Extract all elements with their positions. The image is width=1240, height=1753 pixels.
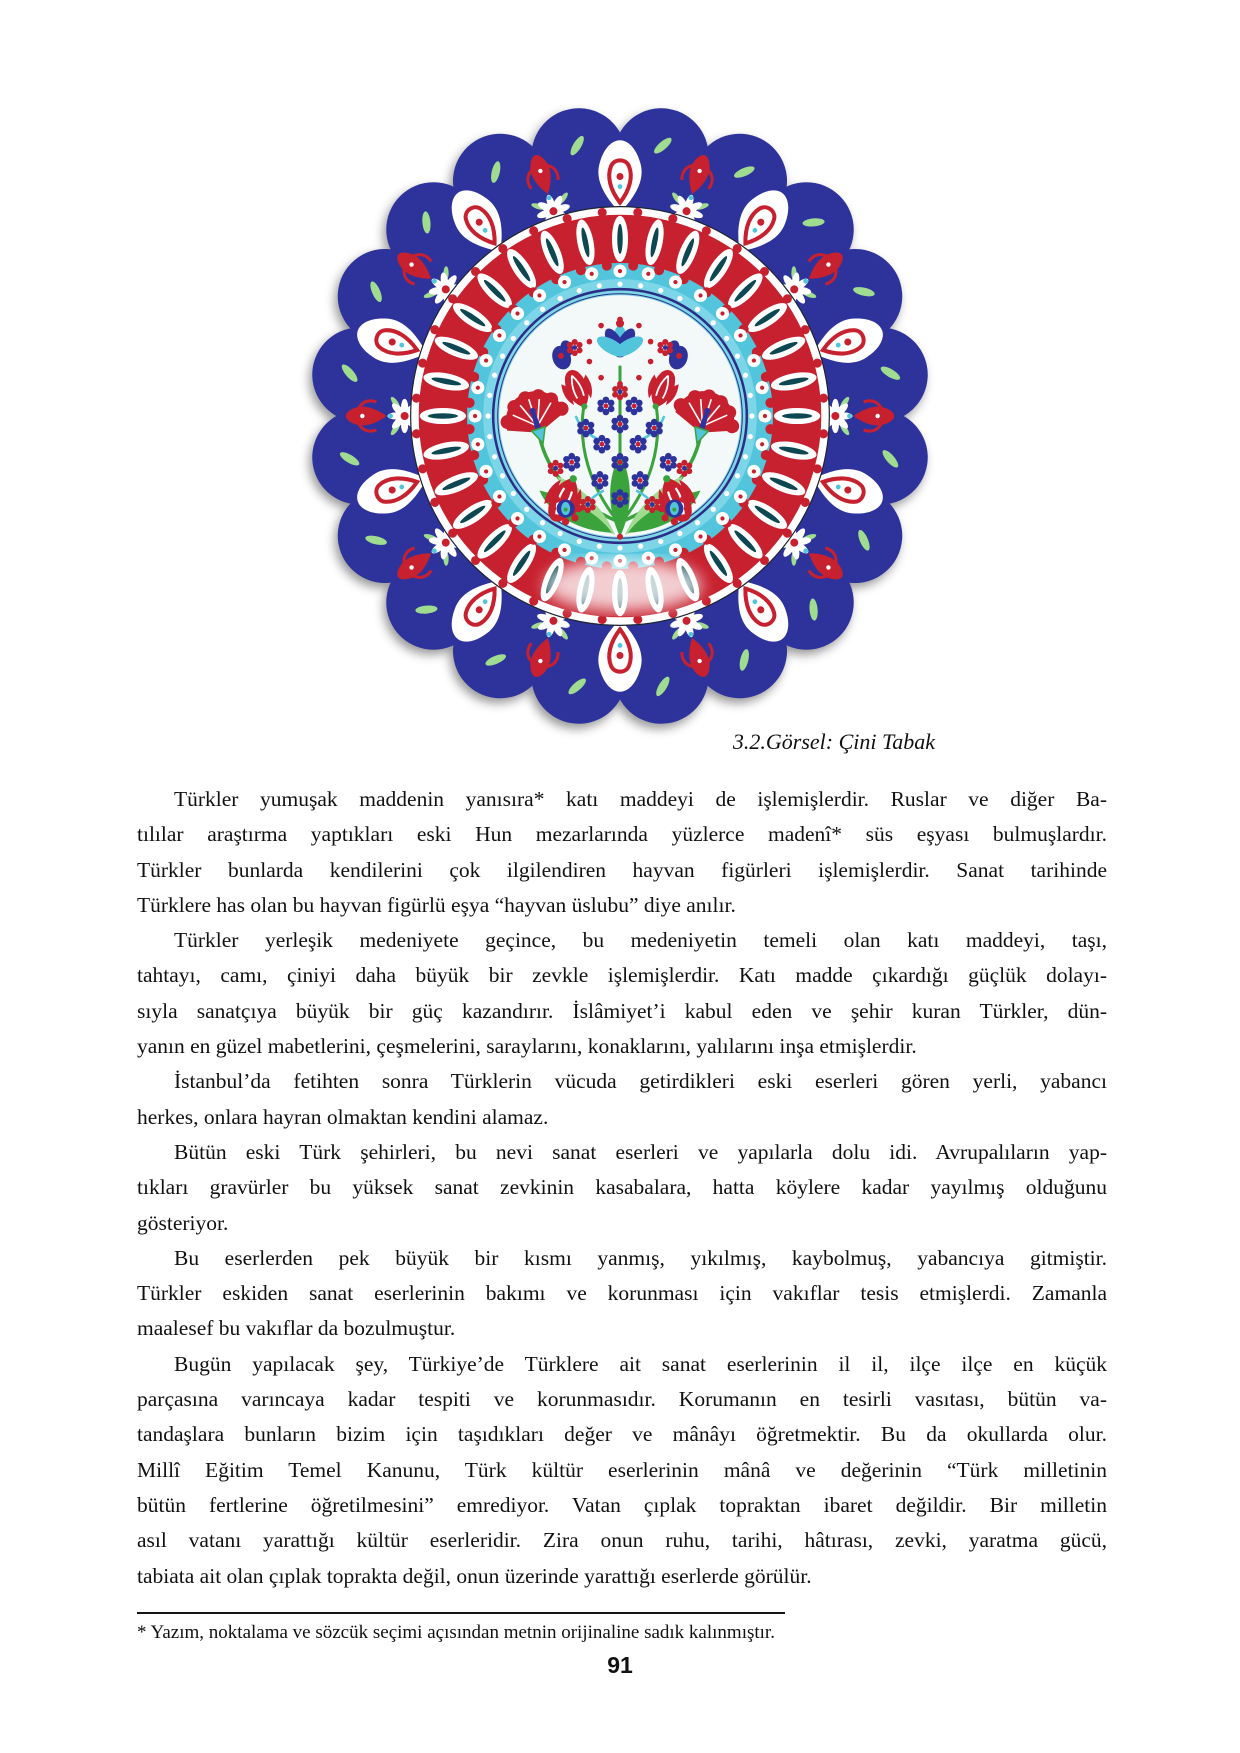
text-line: Türklere has olan bu hayvan figürlü eşya “hayvan üslubu” diye anılır. — [137, 892, 736, 917]
text-line: maalesef bu vakıflar da bozulmuştur. — [137, 1316, 456, 1341]
text-line: Bu eserlerden pek büyük bir kısmı yanmış, yıkılmış, kaybolmuş, yabancıya gitmiştir. — [174, 1245, 1107, 1270]
text-line: tandaşlara bunların bizim için taşıdıkları değer ve mânâyı öğretmektir. Bu da okullarda olur. — [137, 1422, 1107, 1447]
text-line: tılılar araştırma yaptıkları eski Hun mezarlarında yüzlerce madenî* süs eşyası bulmuşlardır. — [137, 822, 1107, 847]
figure-caption: 3.2.Görsel: Çini Tabak — [732, 729, 935, 754]
text-line: tahtayı, camı, çiniyi daha büyük bir zevkle işlemişlerdir. Katı madde çıkardığı güçlük dolayı- — [137, 963, 1107, 988]
text-line: bütün fertlerine öğretilmesini” emrediyor. Vatan çıplak topraktan ibaret değildir. Bir milletin — [137, 1492, 1107, 1517]
text-line: Millî Eğitim Temel Kanunu, Türk kültür eserlerinin mânâ ve değerinin “Türk milletinin — [137, 1457, 1107, 1482]
text-line: tabiata ait olan çıplak toprakta değil, onun üzerinde yarattığı eserlerde görülür. — [137, 1563, 812, 1588]
text-line: gösteriyor. — [137, 1210, 229, 1235]
text-line: tıkları gravürler bu yüksek sanat zevkinin kasabalara, hatta köylere kadar yayılmış olduğunu — [137, 1175, 1107, 1200]
plate-photo — [308, 104, 932, 728]
footnote-rule — [137, 1612, 785, 1614]
text-line: herkes, onlara hayran olmaktan kendini alamaz. — [137, 1104, 549, 1129]
page-number: 91 — [607, 1652, 633, 1678]
text-line: Türkler bunlarda kendilerini çok ilgilendiren hayvan figürleri işlemişlerdir. Sanat tarihinde — [137, 857, 1107, 882]
text-line: Bugün yapılacak şey, Türkiye’de Türklere ait sanat eserlerinin il il, ilçe ilçe en küçük — [174, 1351, 1107, 1376]
text-line: Bütün eski Türk şehirleri, bu nevi sanat eserleri ve yapılarla dolu idi. Avrupalıların yap- — [174, 1139, 1107, 1164]
body-text — [137, 782, 1107, 1594]
text-line: Türkler yerleşik medeniyete geçince, bu medeniyetin temeli olan katı maddeyi, taşı, — [174, 928, 1107, 953]
text-line: Türkler yumuşak maddenin yanısıra* katı maddeyi de işlemişlerdir. Ruslar ve diğer Ba- — [174, 787, 1107, 811]
text-line: yanın en güzel mabetlerini, çeşmelerini, saraylarını, konaklarını, yalılarını inşa etmişlerdir. — [137, 1034, 917, 1059]
text-line: sıyla sanatçıya büyük bir güç kazandırır. İslâmiyet’i kabul eden ve şehir kuran Türkler, dün- — [137, 998, 1107, 1023]
text-line: Türkler eskiden sanat eserlerinin bakımı ve korunması için vakıflar tesis etmişlerdi. Zamanla — [137, 1281, 1107, 1306]
text-line: İstanbul’da fetihten sonra Türklerin vücuda getirdikleri eski eserleri gören yerli, yabancı — [174, 1069, 1107, 1094]
text-line: parçasına varıncaya kadar tespiti ve korunmasıdır. Korumanın en tesirli vasıtası, bütün va- — [137, 1387, 1107, 1412]
footnote: * Yazım, noktalama ve sözcük seçimi açısından metnin orijinaline sadık kalınmıştır. — [137, 1622, 775, 1643]
text-line: asıl vatanı yarattığı kültür eserleridir. Zira onun ruhu, tarihi, hâtırası, zevki, yaratma gücü, — [137, 1528, 1107, 1553]
